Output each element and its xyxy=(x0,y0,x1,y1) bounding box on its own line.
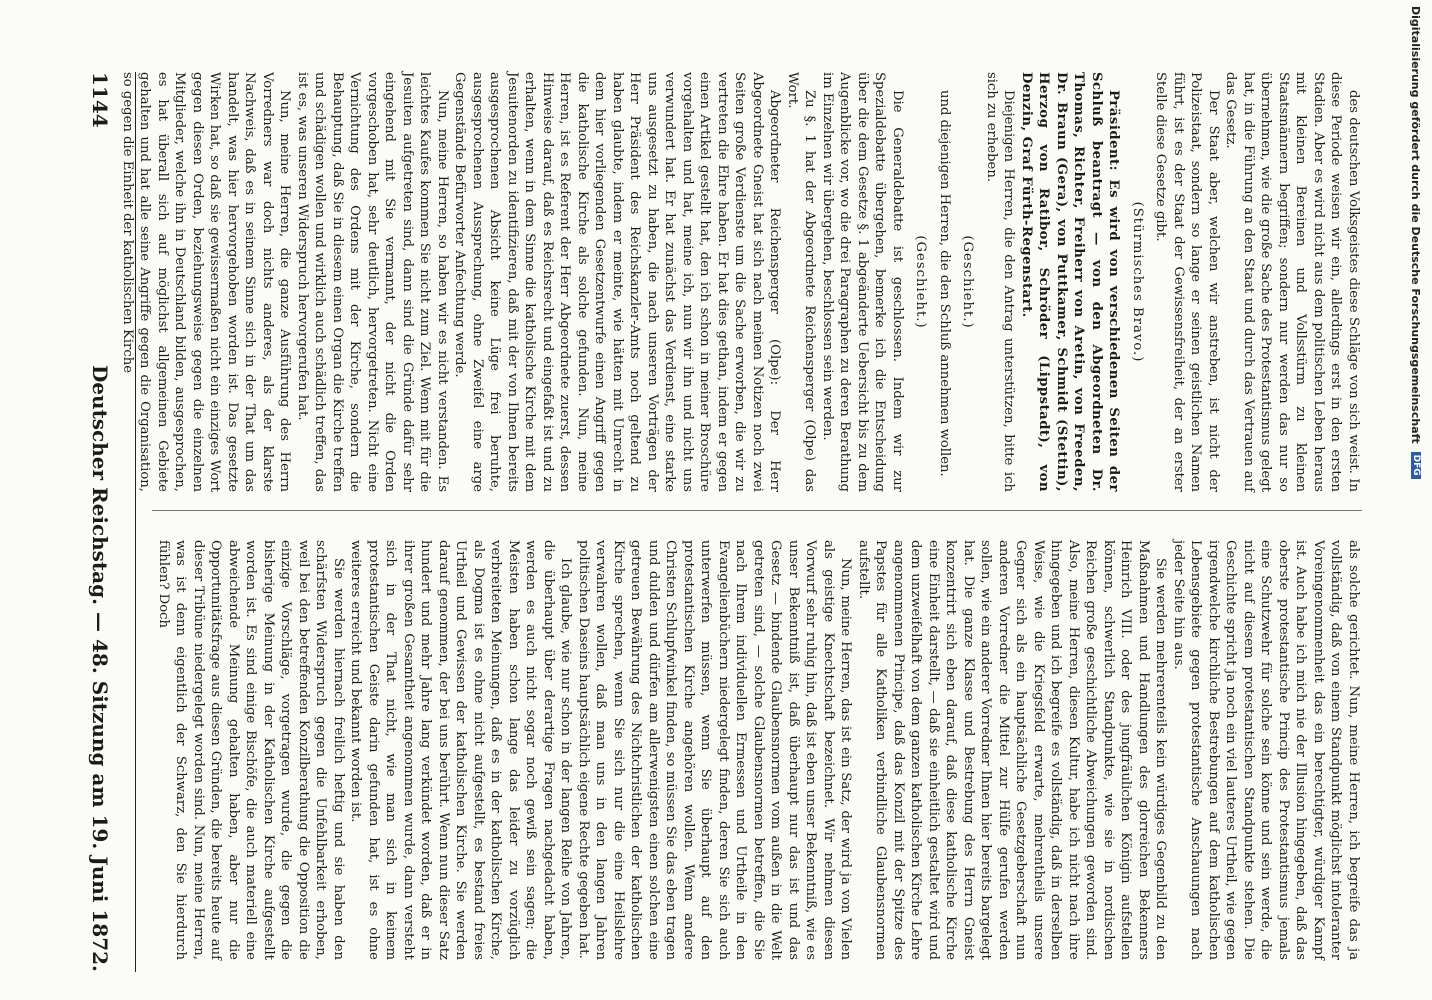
paragraph: Nun, meine Herren, die ganze Ausführung des Herrn Vorredners war doch nichts anderes, als der klarste Nachweis, daß es in seinem Sinne sich in der That um das handelt, was hier hervorgehoben worden ist. Das gesetzte Wirken hat, so daß sie gewissermaßen nicht ein einziges Wort gegen diesen Orden, beziehungsweise gegen die einzelnen Mitglieder, welche ihn in Deutschland bilden, ausgesprochen, es hat überall sich auf möglichst allgemeinen Gebiete gehalten und hat alle seine Angriffe gegen die Organisation, so gegen die Einheit der katholischen Kirche xyxy=(120,72,293,492)
page-header xyxy=(80,72,120,972)
stage-direction: (Stürmisches Bravo.) xyxy=(1130,201,1145,363)
paragraph: des deutschen Volksgeistes diese Schläge von sich weist. In diese Periode weisen wir ein, allerdings erst in den ersten Stadien. Aber es wird nicht aus dem politischen Leben heraus mit kleinen Bereinen und Vollsstürm zu kleinen Staatsmännern begriffen; sondern nur werden das nur so übernehmen, wie die große Sache des Protestantismus gelegt hat, in die Führung an den Staat und durch das Vertrauen auf das Gesetz. xyxy=(1223,72,1361,492)
left-column xyxy=(120,72,1362,492)
dfg-logo-icon: DFG xyxy=(1411,452,1421,479)
paragraph: Sie werden mehrerenteils kein würdiges Gegenbild zu den Maßnahmen und Handlungen des glorreichen Bekenners Heinrich VIII. oder des jungfräulichen Königin aufstellen können, schwerlich Standpunkte, wie sie in nordischen Reichen große geschichtliche Abweichungen geworden sind. Also, meine Herren, diesen Kultur, habe ich nicht nach ihre hingegeben und ich begreife es vollständig, daß in derselben Weise, wie die Kriegsfeld erwarte, mehrentheils unsere Gegner sich als ein hauptsächliche Gesetzgeberschaft nun anderen Vorredner die Mittel zur Hülfe gerufen werden sollen, wie ein anderer Vorredner Ihnen hier bereits bargelegt hat. Die ganze Klasse und Bestrebung des Herrn Gneist konzentrirt sich eben darauf, daß diese katholische Kirche eine Einheit darstellt, — daß sie einheitlich gestaltet wird und dem unzweifelhaft von dem ganzen katholischen Kirche Lehre angenommenen Principe, daß das Konzil mit der Spitze des Papstes für alle Katholiken verbindliche Glaubensnormen aufstellt. xyxy=(856,540,1169,960)
column-divider xyxy=(152,510,1362,511)
paragraph: Zu §. 1 hat der Abgeordnete Reichensperger (Olpe) das Wort. xyxy=(785,72,818,492)
paragraph: Nun, meine Herren, so haben wir es nicht verstanden. Es leichtes Kaufes kommen Sie nicht zum Ziel. Wenn mit für die Jesuiten aufgetreten sind, dann sind die Gründe dafür sehr eingehend mit Sie vermannt, der nicht die Orden vorgeschoben hat, sehr deutlich, hervorgetreten. Nicht eine Vernichtung des Ordens mit der Kirche, sondern die Behauptung, daß Sie in diesem einen Organ die Kirche treffen und schädigen wollen und wirklich auch schädlich treffen, das ist es, was unseren Widerspruch hervorgerufen hat. xyxy=(295,72,450,492)
digitization-footer xyxy=(1404,0,1432,1000)
footer-text-rotated xyxy=(1404,0,1428,1000)
paragraph: Ich glaube, wie nur schon in der langen Reihe von Jahren, die überhaupt über derartige Fragen nachgedacht haben, werden es auch nicht sogar noch gewiß sein sagen; die Meisten haben schon lange das leider zu vorzüglich verbreiteten Meinungen, daß es in der katholischen Kirche, als Dogma ist es ohne nicht aufgestellt, es bestand freies Urtheil und Gewissen der katholischen Kirche. Sie werden darauf genommen, der bei uns berührt. Wenn nun dieser Satz hundert und mehr Jahre lang verkündet worden, daß er in ihrer großen Gesamtheit angenommen wurde, dann versteht sich in der That nicht, wie man sich in keinem protestantischen Geiste darin gefunden hat, ist es ohne weiteres erreicht und bekannt worden ist. xyxy=(348,540,574,960)
paragraph-president: Präsident: Es wird von verschiedenen Seiten der Schluß beantragt — von den Abgeordneten Dr. Thomas, Richter, Freiherr von Aretin, von Freeden, Dr. Braun (Gera), von Puttkamer, Schmidt (Stettin), Herzog von Ratibor, Schröder (Lippstadt), von Denzin, Graf Fürth-Regenstart. xyxy=(1019,72,1122,492)
paragraph: und diejenigen Herren, die den Schluß annehmen wollen. xyxy=(937,90,952,477)
stage-direction: (Geschieht.) xyxy=(913,235,929,329)
paragraph: Der Staat aber, welchen wir anstreben, ist nicht der Polizeistaat, sondern so lange er seinen geistlichen Namen führt, ist es der Staat der Gewissensfreiheit, der an erster Stelle diese Gesetze gibt. xyxy=(1153,72,1221,492)
paragraph: Nun, meine Herren, das ist ein Satz, der wird ja von Vielen als geistige Knechtschaft bezeichnet. Wir nehmen diesen Vorwurf sehr ruhig hin, daß ist eben unser Bekenntniß, wie es unser Bekenntniß ist, daß überhaupt nur das ist und das Gesetz — bindende Glaubensnormen vom außen in die Welt getreten sind, — solche Glaubensnormen betreffen, die Sie nach Ihrem individuellen Ermessen und Urtheile in den Evangelienbüchern niedergelegt finden, deren Sie sich auch unterwerfen müssen, wenn Sie überhaupt auf den protestantischen Kirche angehören wollen. Wenn andere Christen Schlupfwinkel finden, so müssen Sie das eben tragen und dulden und dürfen am allerwenigsten einen solchen eine getreuen Bewährung des Nichtchristlichen der katholischen Kirche sprechen, wenn Sie sich nur die eine Heilslehre verwahren wollen, daß man uns in den langen Jahren politischen Daseins hauptsächlich eigene Rechte gegeben hat. xyxy=(576,540,854,960)
paragraph-speech: Abgeordneter Reichensperger (Olpe): Der Herr Abgeordnete Gneist hat sich nach meinen Notizen noch zwei Seiten große Verdienste um die Sache erworben, die wir zu vertreten die Ehre haben. Er hat dies gethan, indem er gegen einen Artikel gestellt hat, den ich schon in meiner Broschüre vorgehalten und hat, meine ich, nun wir ihn und nicht uns verwundert hat. Er hat zunächst das Verdienst, eine starke uns ausgesetzt zu haben, die nach unseren Vorträgen der Herr Präsident des Reichskanzler-Amts noch geltend zu haben glaubte, indem er meinte, wie hätten mit Unrecht in dem hier vorliegenden Gesetzentwurfe einen Angriff gegen die katholische Kirche als solche gefunden. Nun, meine Herren, ist es Referent der Herr Abgeordnete zuerst, dessen Hinweise darauf, daß es Reichsrecht und eingefaßt ist und zu erhalten, wenn in dem Sinne die katholische Kirche mit dem Jesuitenorden zu identifizieren, daß mit der von Ihnen bereits ausgesprochenen Absicht keine Lüge frei beruhte, ausgesprochenen Aussprechung, ohne Zweifel eine arge Gegenstände Befürworter Anfechtung werde. xyxy=(452,72,783,492)
header-rule xyxy=(135,72,136,972)
stage-direction: (Geschieht.) xyxy=(960,235,976,329)
running-title: Deutscher Reichstag. — 48. Sitzung am 19. Juni 1872. xyxy=(88,364,112,972)
paragraph: als solche gerichtet. Nun, meine Herren, ich begreife das ja vollständig, daß von einem Standpunkt möglichst intoleranter Voreingenommenheit das ein berechtigter, würdiger Kampf ist. Auch habe ich mich nie der Illusion hingegeben, daß das oberste protestantische Princip des Protestantismus jemals eine Schutzwehr für solche sein könne und sein werde, die nicht auf diesem protestantischen Standpunkte stehen. Die Geschichte spricht ja noch ein viel lauteres Urtheil, wie gegen irgendwelche kirchliche Bestrebungen auf dem katholischen Lebensgebiete gegen protestantische Anschauungen nach jeder Seite hin aus. xyxy=(1171,540,1361,960)
funding-credit: Digitalisierung gefördert durch die Deutsche Forschungsgemeinschaft xyxy=(1409,6,1423,444)
paragraph: Die Generaldebatte ist geschlossen. Indem wir zur Spezialdebatte übergehen, bemerke ich die Entscheidung über die dem Gesetze §. 1 abgeänderte Uebersicht bis zu dem Augenblicke vor, wo die drei Paragraphen zu deren Berathung im Einzelnen wir übergehen, beschlossen sein werden. xyxy=(820,72,905,492)
right-column xyxy=(152,540,1362,960)
paragraph: Diejenigen Herren, die den Antrag unterstützen, bitte ich sich zu erheben. xyxy=(984,72,1017,492)
paragraph: Sie werden hiernach freilich heftig und sie haben den schärfsten Widerspruch gegen die Unfehlbarkeit erhoben, weil bei den betreffenden Konzilberathung die Opposition die einzige Vorschläge, vorgetragen wurde, die gegen die bisherige Meinung in der Katholischen Kirche aufgestellt worden ist. Es sind einige Bischöfe, die auch materiell eine abweichende Meinung gehalten haben, aber nur die Opportunitätsfrage aus diesen Gründen, die bereits heute auf dieser Tribüne niedergelegt worden sind. Nun, meine Herren, was ist denn eigentlich der Schwarz, den Sie hierdurch fühlen? Doch xyxy=(156,540,346,960)
newspaper-page xyxy=(52,0,1432,1000)
page-number: 1144 xyxy=(88,72,112,128)
